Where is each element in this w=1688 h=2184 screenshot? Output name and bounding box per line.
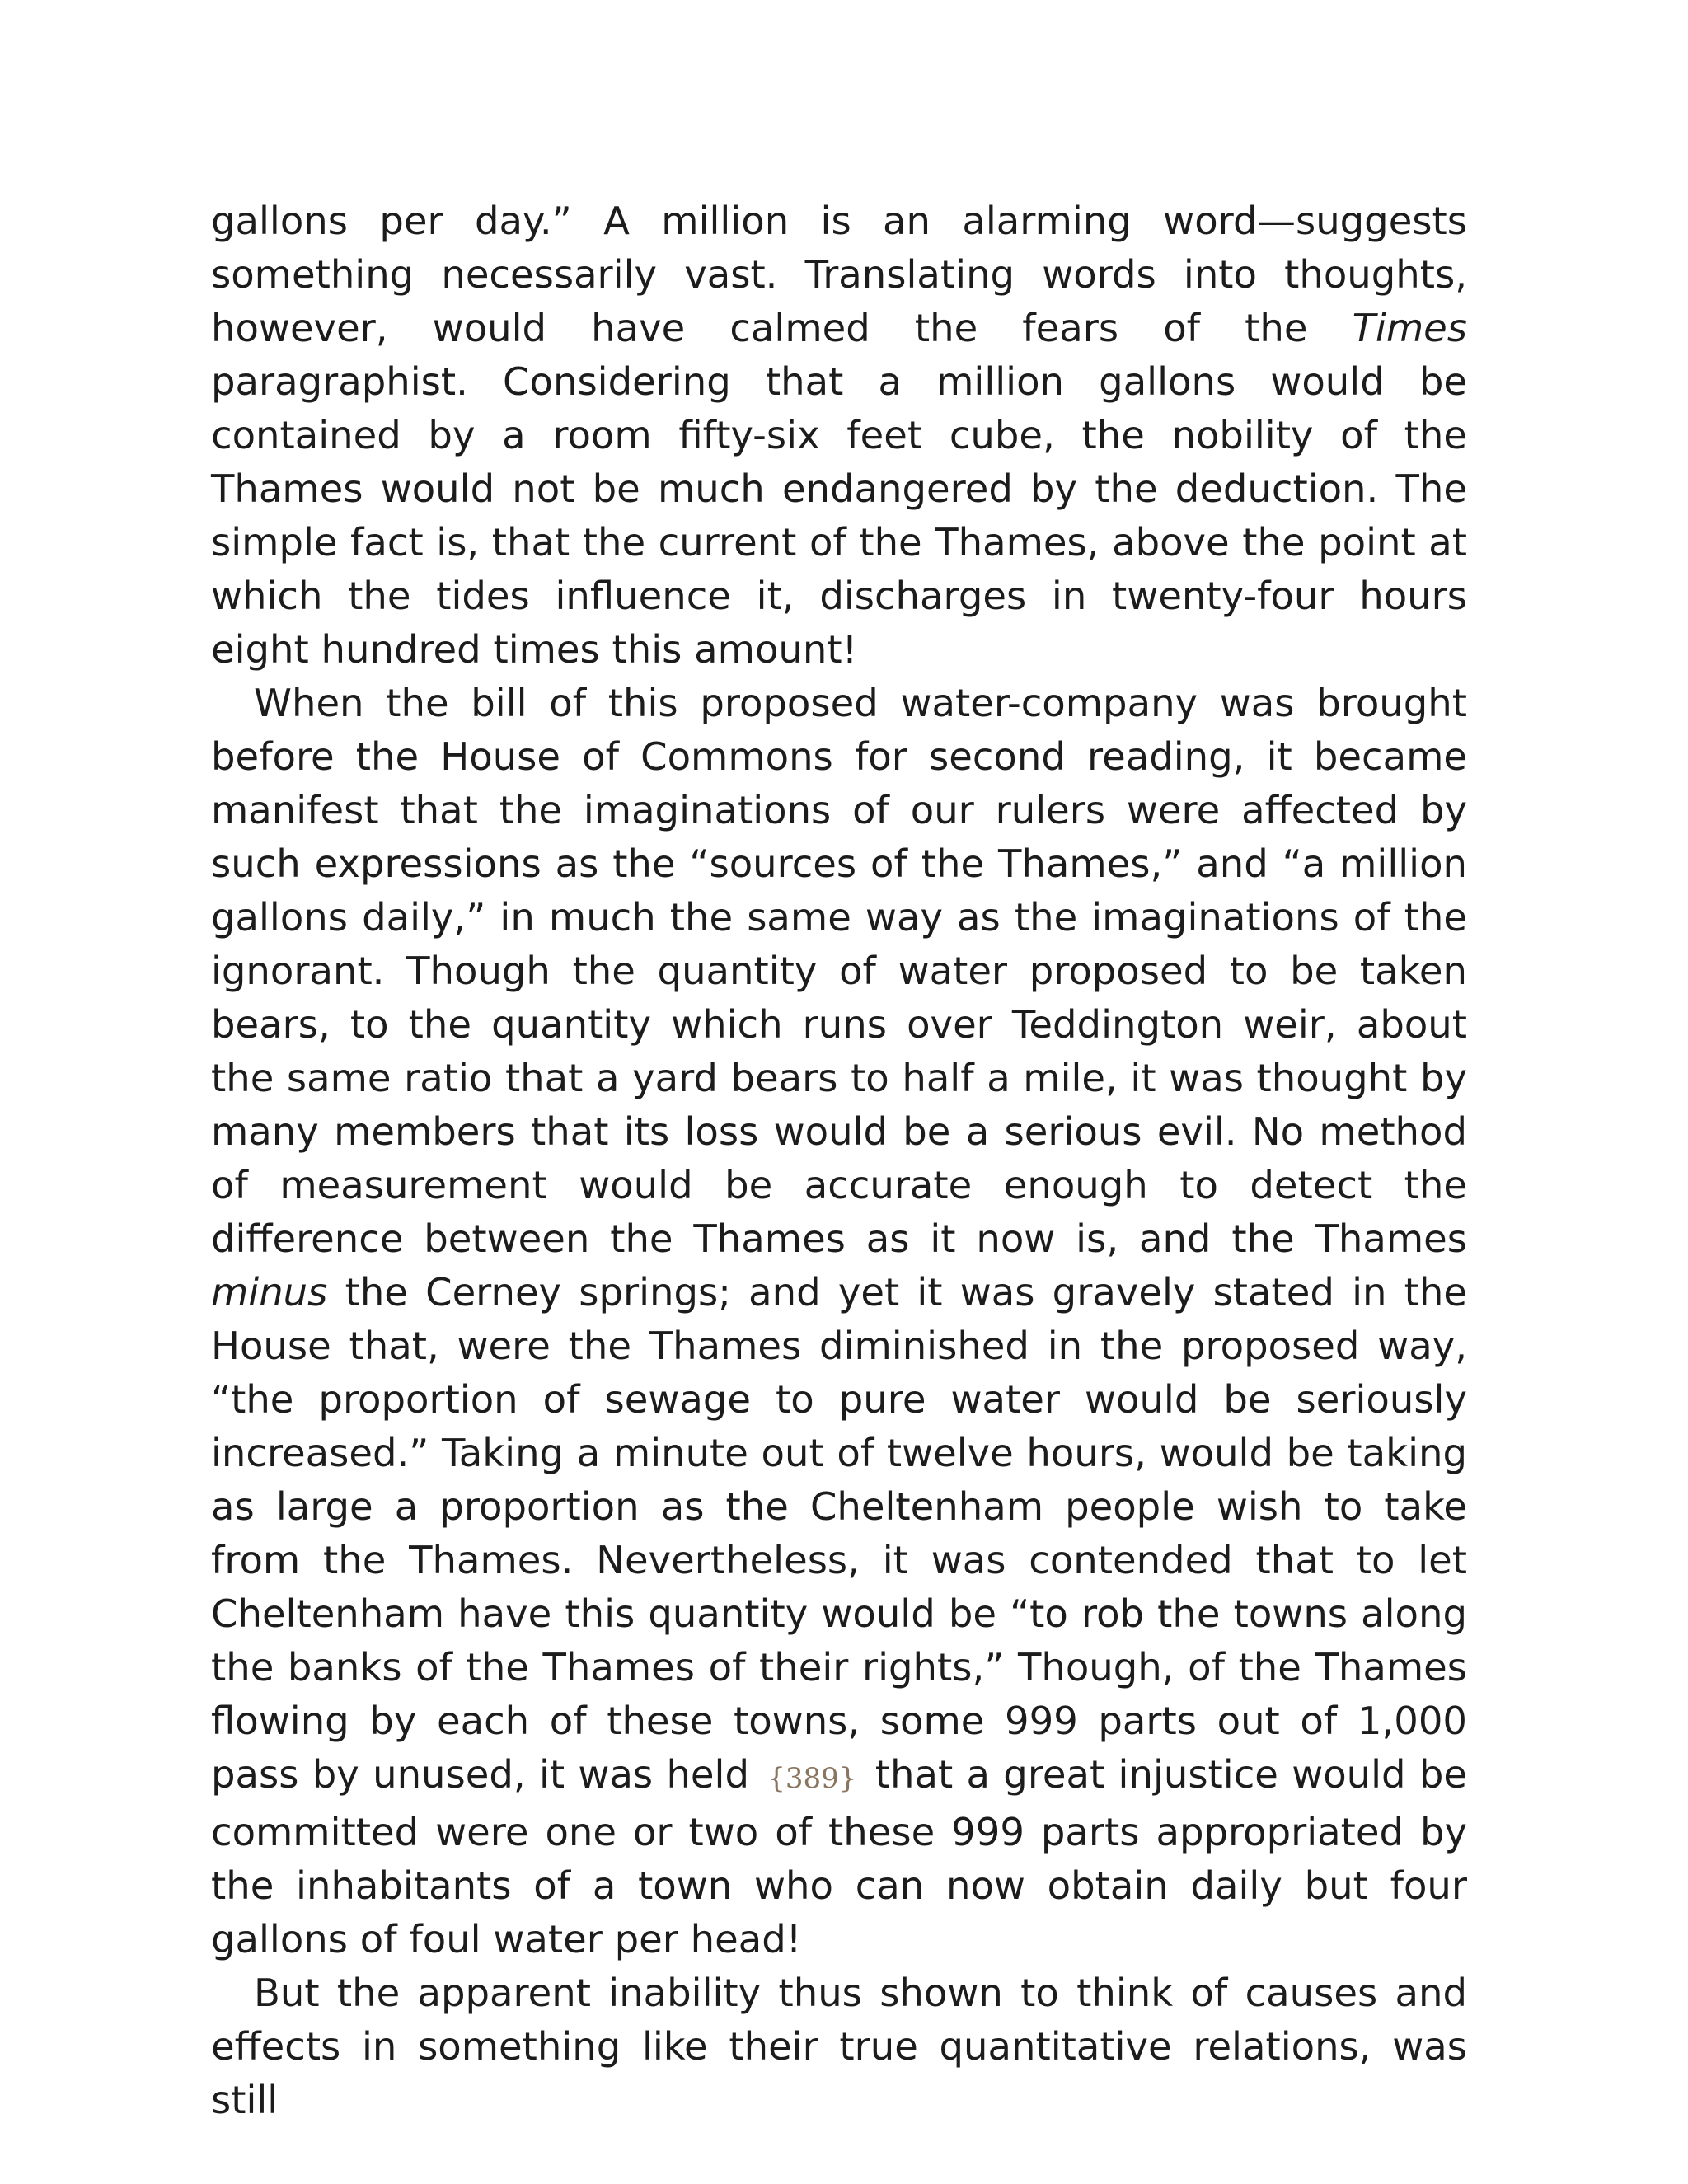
page-body — [211, 194, 1467, 2127]
paragraph-3-text: But the apparent inability thus shown to think of causes and effects in something like their true quantitative relations, was still — [211, 1971, 1467, 2122]
paragraph-2 — [211, 677, 1467, 1966]
paragraph-1-text-a: gallons per day.” A million is an alarming word—suggests something necessarily vast. Translating words into thoughts, however, would have calmed the fears of the — [211, 199, 1467, 350]
italic-word-times: Times — [1352, 306, 1467, 350]
paragraph-1-text-b: paragraphist. Considering that a million gallons would be contained by a room fifty-six feet cube, the nobility of the Thames would not be much endangered by the deduction. The simple fact is, that the current of the Thames, above the point at which the tides influence it, discharges in twenty-four hours eight hundred times this amount! — [211, 359, 1467, 672]
page-number-marker: {389} — [767, 1762, 857, 1795]
paragraph-2-text-c: that a great injustice would be committed were one or two of these 999 parts appropriated by the inhabitants of a town who can now obtain daily but four gallons of foul water per head! — [211, 1752, 1468, 1961]
paragraph-1 — [211, 194, 1467, 677]
paragraph-2-text-a: When the bill of this proposed water-company was brought before the House of Commons for second reading, it became manifest that the imaginations of our rulers were affected by such expressions as the “sources of the Thames,” and “a million gallons daily,” in much the same way as the imaginations of the ignorant. Though the quantity of water proposed to be taken bears, to the quantity which runs over Teddington weir, about the same ratio that a yard bears to half a mile, it was thought by many members that its loss would be a serious evil. No method of measurement would be accurate enough to detect the difference between the Thames as it now is, and the Thames — [211, 681, 1467, 1261]
italic-word-minus: minus — [211, 1270, 328, 1315]
paragraph-2-text-b: the Cerney springs; and yet it was gravely stated in the House that, were the Thames diminished in the proposed way, “the proportion of sewage to pure water would be seriously increased.” Taking a minute out of twelve hours, would be taking as large a proportion as the Cheltenham people wish to take from the Thames. Nevertheless, it was contended that to let Cheltenham have this quantity would be “to rob the towns along the banks of the Thames of their rights,” Though, of the Thames flowing by each of these towns, some 999 parts out of 1,000 pass by unused, it was held — [211, 1270, 1467, 1797]
paragraph-3 — [211, 1966, 1467, 2127]
